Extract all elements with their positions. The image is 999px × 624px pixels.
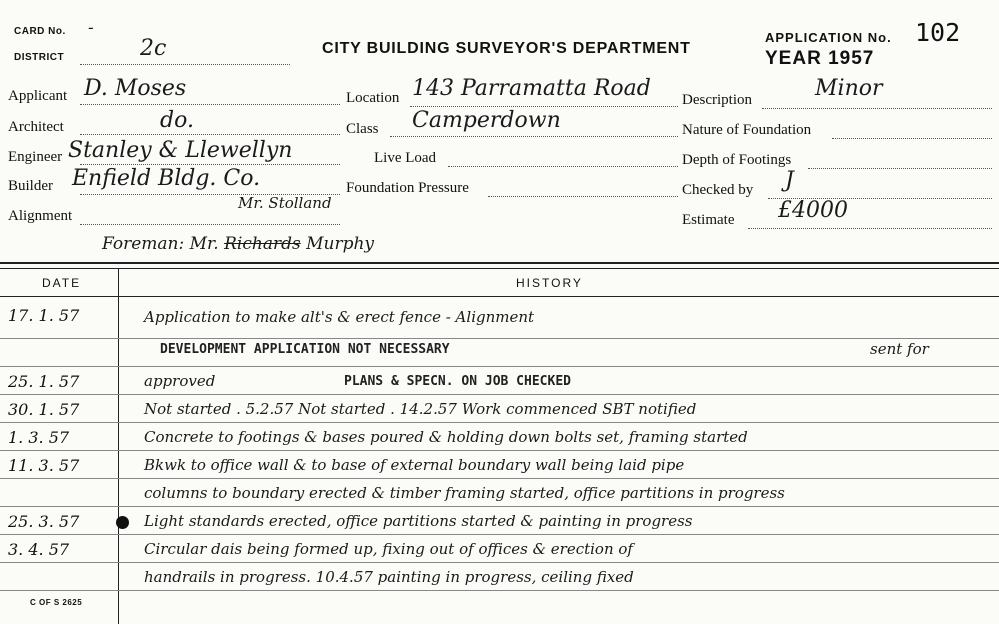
description-value: Minor <box>815 76 883 101</box>
builder-value: Enfield Bldg. Co. <box>72 166 261 191</box>
punch-hole <box>116 516 129 529</box>
application-number: 102 <box>915 18 961 47</box>
checked-value: J <box>785 168 794 193</box>
department-title: CITY BUILDING SURVEYOR'S DEPARTMENT <box>322 40 691 57</box>
location-label: Location <box>346 90 400 106</box>
class-value: Camperdown <box>412 108 561 133</box>
history-entry: approved <box>144 372 216 390</box>
history-entry: Circular dais being formed up, fixing out of offices & erection of <box>144 540 633 558</box>
depth-label: Depth of Footings <box>682 152 792 168</box>
history-entry: handrails in progress. 10.4.57 painting in progress, ceiling fixed <box>144 568 634 586</box>
applicant-label: Applicant <box>8 88 68 104</box>
location-value: 143 Parramatta Road <box>412 76 651 101</box>
estimate-line <box>748 228 992 229</box>
district-value: 2c <box>140 36 167 61</box>
history-entry: sent for <box>870 340 929 358</box>
alignment-label: Alignment <box>8 208 73 224</box>
history-entry: Bkwk to office wall & to base of external boundary wall being laid pipe <box>144 456 685 474</box>
row-rule <box>0 590 999 591</box>
foreman-name: Murphy <box>306 234 375 254</box>
district-line <box>80 64 290 65</box>
live-load-label: Live Load <box>374 150 437 166</box>
applicant-line <box>80 104 340 105</box>
class-line <box>390 136 678 137</box>
foundation-pressure-line <box>488 196 678 197</box>
foreman-struck-name: Richards <box>224 234 301 254</box>
alignment-line <box>80 224 340 225</box>
location-line <box>410 106 678 107</box>
development-stamp: DEVELOPMENT APPLICATION NOT NECESSARY <box>160 342 450 357</box>
row-rule <box>0 562 999 563</box>
history-date: 17. 1. 57 <box>8 306 80 325</box>
architect-line <box>80 134 340 135</box>
card-no-value: - <box>88 18 94 38</box>
date-header: DATE <box>42 276 82 290</box>
history-header: HISTORY <box>516 276 583 290</box>
foreman-prefix: Foreman: Mr. <box>102 234 219 254</box>
foreman-line <box>102 234 374 254</box>
history-entry: columns to boundary erected & timber framing started, office partitions in progress <box>144 484 785 502</box>
description-line <box>762 108 992 109</box>
year-label: YEAR 1957 <box>765 48 875 69</box>
application-label: APPLICATION No. <box>765 30 892 45</box>
estimate-value: £4000 <box>778 198 848 223</box>
engineer-label: Engineer <box>8 149 63 165</box>
depth-line <box>808 168 992 169</box>
row-rule <box>0 422 999 423</box>
nature-label: Nature of Foundation <box>682 122 812 138</box>
plans-checked-stamp: PLANS & SPECN. ON JOB CHECKED <box>344 374 571 389</box>
form-code: C OF S 2625 <box>30 598 83 607</box>
row-rule <box>0 478 999 479</box>
history-date: 30. 1. 57 <box>8 400 80 419</box>
row-rule <box>0 450 999 451</box>
card-no-label: CARD No. <box>14 26 66 37</box>
builder-label: Builder <box>8 178 53 194</box>
architect-label: Architect <box>8 119 64 135</box>
live-load-line <box>448 166 678 167</box>
history-entry: Concrete to footings & bases poured & holding down bolts set, framing started <box>144 428 748 446</box>
history-top-rule-2 <box>0 268 999 269</box>
history-date: 1. 3. 57 <box>8 428 70 447</box>
history-date: 25. 1. 57 <box>8 372 80 391</box>
history-entry: Application to make alt's & erect fence - Alignment <box>144 308 535 326</box>
engineer-line <box>80 164 340 165</box>
description-label: Description <box>682 92 752 108</box>
checked-label: Checked by <box>682 182 754 198</box>
engineer-value: Stanley & Llewellyn <box>68 138 293 163</box>
row-rule <box>0 534 999 535</box>
applicant-value: D. Moses <box>84 76 187 101</box>
estimate-label: Estimate <box>682 212 735 228</box>
history-date: 3. 4. 57 <box>8 540 70 559</box>
row-rule <box>0 394 999 395</box>
class-label: Class <box>346 121 379 137</box>
history-top-rule <box>0 262 999 264</box>
date-column-divider <box>118 268 119 624</box>
history-date: 25. 3. 57 <box>8 512 80 531</box>
history-entry: Not started . 5.2.57 Not started . 14.2.57 Work commenced SBT notified <box>144 400 697 418</box>
architect-value: do. <box>160 108 194 133</box>
history-date: 11. 3. 57 <box>8 456 80 475</box>
history-header-rule <box>0 296 999 297</box>
row-rule <box>0 366 999 367</box>
row-rule <box>0 338 999 339</box>
row-rule <box>0 506 999 507</box>
history-entry: Light standards erected, office partitions started & painting in progress <box>144 512 693 530</box>
district-label: DISTRICT <box>14 52 65 63</box>
nature-line <box>832 138 992 139</box>
builder-note: Mr. Stolland <box>238 194 332 212</box>
foundation-pressure-label: Foundation Pressure <box>346 180 469 196</box>
